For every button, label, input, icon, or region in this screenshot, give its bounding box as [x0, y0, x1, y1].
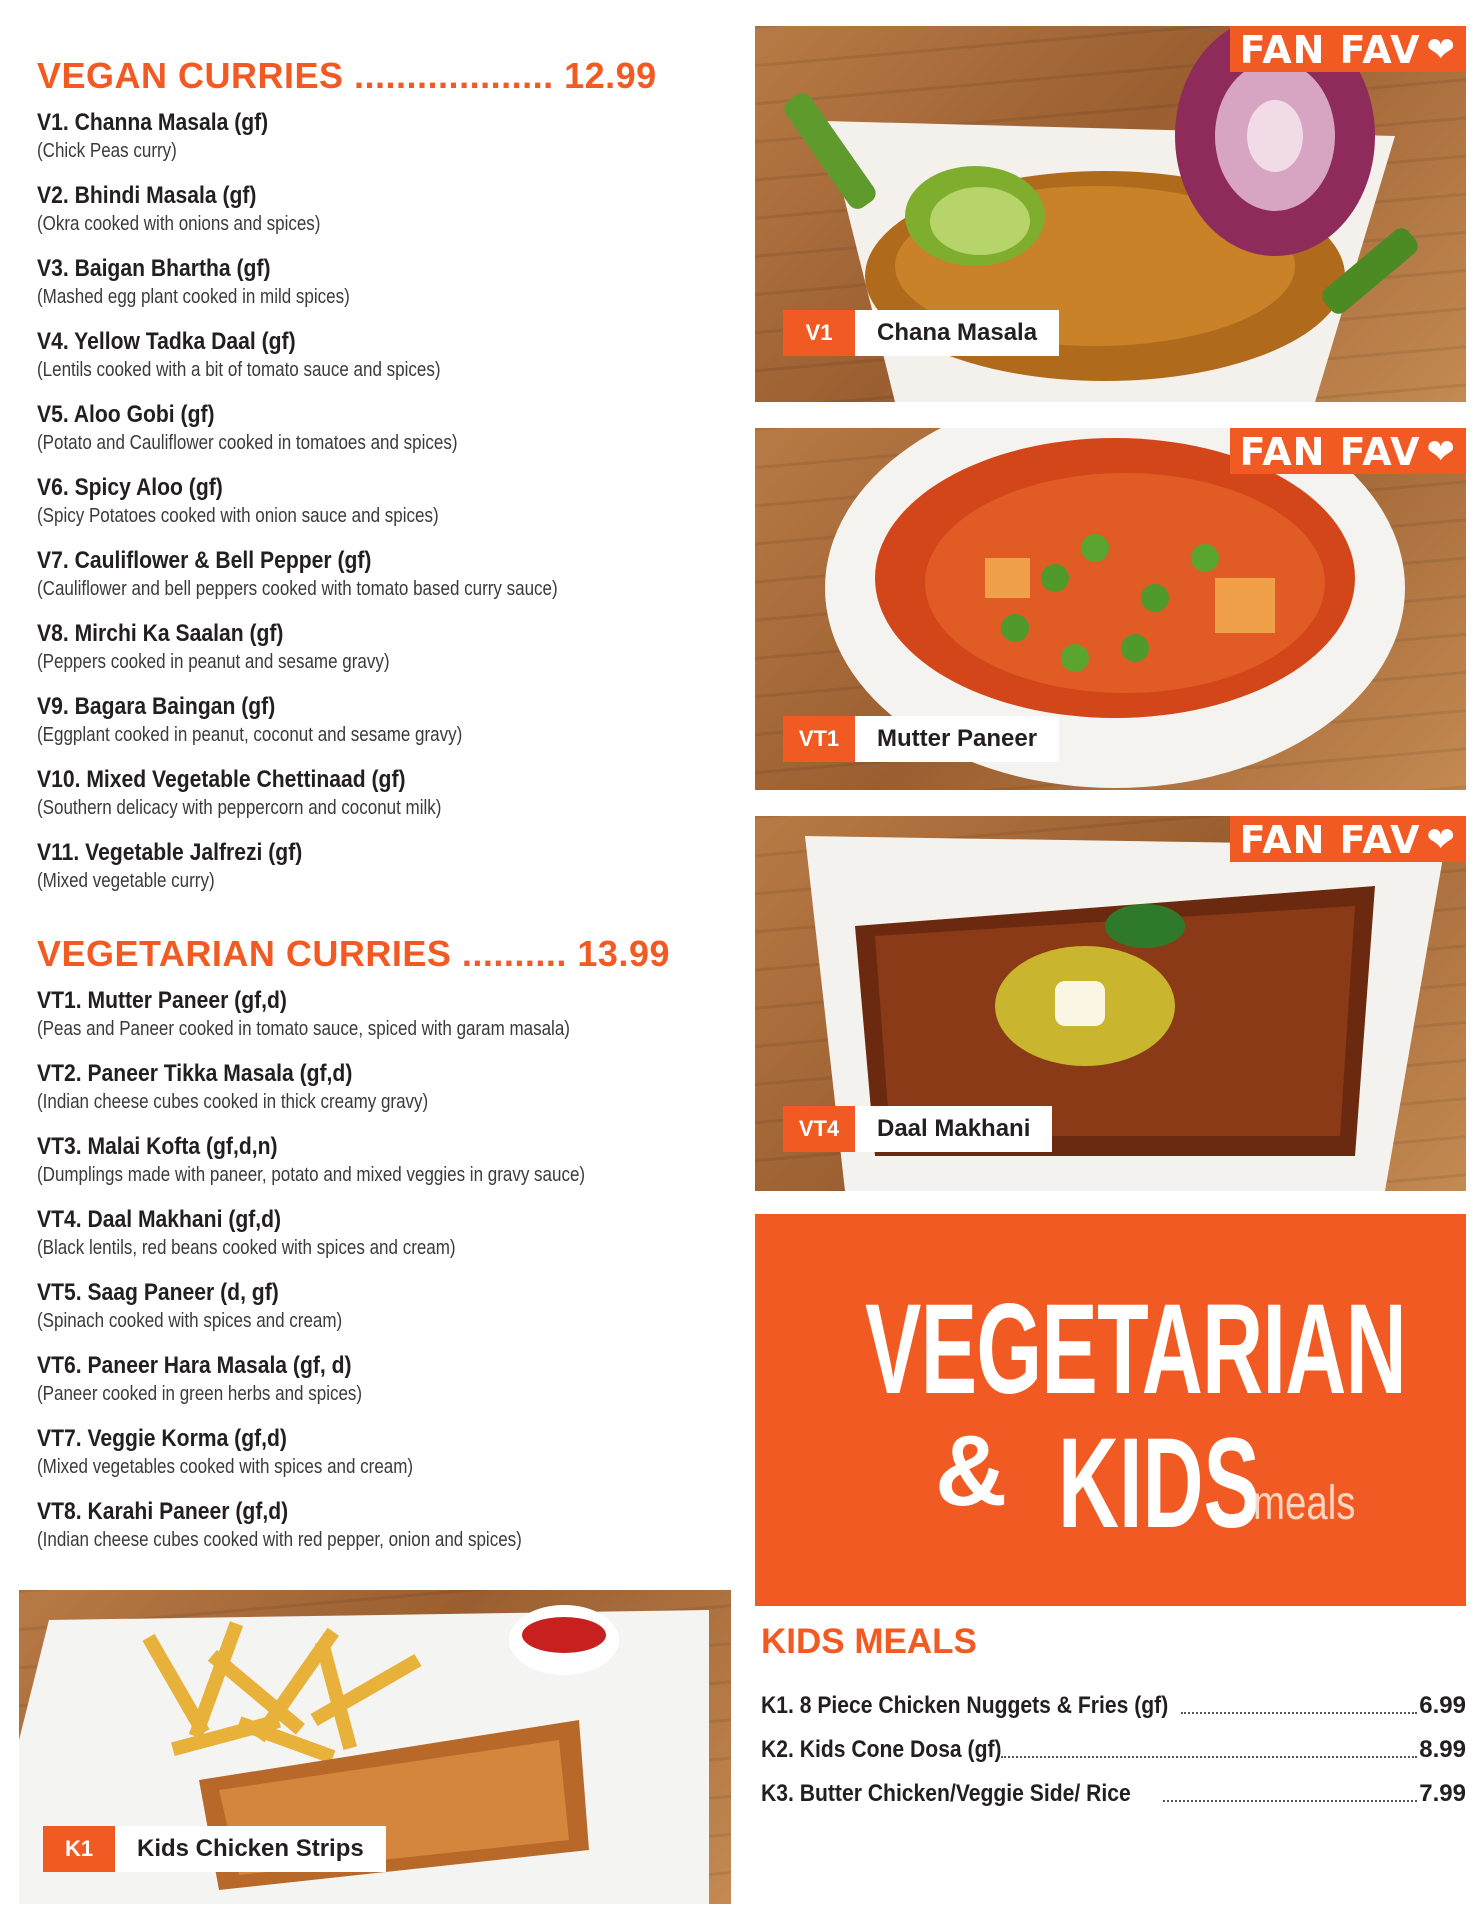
banner-meals: meals — [1253, 1477, 1356, 1530]
fan-fav-badge — [1230, 428, 1466, 474]
item-name: V6. Spicy Aloo (gf) — [37, 474, 223, 501]
item-name: VT3. Malai Kofta (gf,d,n) — [37, 1133, 278, 1160]
tag-name: Chana Masala — [855, 310, 1059, 356]
photo-tag — [43, 1826, 386, 1872]
item-name: V8. Mirchi Ka Saalan (gf) — [37, 620, 284, 647]
tag-name: Mutter Paneer — [855, 716, 1059, 762]
item-name: V9. Bagara Baingan (gf) — [37, 693, 276, 720]
fan-fav-badge — [1230, 26, 1466, 72]
photo-kids-chicken-strips — [19, 1590, 731, 1904]
item-desc: (Peppers cooked in peanut and sesame gravy) — [37, 651, 390, 673]
item-desc: (Mixed vegetables cooked with spices and cream) — [37, 1456, 414, 1478]
item-name: VT7. Veggie Korma (gf,d) — [37, 1425, 287, 1452]
item-desc: (Indian cheese cubes cooked with red pepper, onion and spices) — [37, 1529, 522, 1551]
item-name: VT2. Paneer Tikka Masala (gf,d) — [37, 1060, 353, 1087]
vegetarian-list — [37, 986, 737, 1570]
tag-code: VT4 — [783, 1106, 855, 1152]
item-name: VT5. Saag Paneer (d, gf) — [37, 1279, 279, 1306]
dot-leader — [1001, 1756, 1417, 1758]
menu-item — [37, 838, 737, 911]
dot-leader — [1181, 1712, 1417, 1714]
photo-tag — [783, 310, 1059, 356]
menu-item — [37, 986, 737, 1059]
vegan-list — [37, 108, 737, 911]
kids-meals-list — [761, 1676, 1466, 1808]
banner-title: VEGETARIAN — [865, 1278, 1406, 1421]
kids-meal-price: 8.99 — [1419, 1736, 1466, 1763]
menu-item — [37, 400, 737, 473]
item-name: VT6. Paneer Hara Masala (gf, d) — [37, 1352, 352, 1379]
tag-code: VT1 — [783, 716, 855, 762]
tag-name: Kids Chicken Strips — [115, 1826, 386, 1872]
menu-item — [37, 1351, 737, 1424]
dot-leader — [1163, 1800, 1417, 1802]
item-desc: (Peas and Paneer cooked in tomato sauce, spiced with garam masala) — [37, 1018, 570, 1040]
item-desc: (Black lentils, red beans cooked with spices and cream) — [37, 1237, 456, 1259]
fan-fav-label: FAN FAV — [1239, 430, 1421, 474]
item-desc: (Cauliflower and bell peppers cooked with tomato based curry sauce) — [37, 578, 558, 600]
item-desc: (Lentils cooked with a bit of tomato sauce and spices) — [37, 359, 441, 381]
menu-item — [37, 1205, 737, 1278]
photo-tag — [783, 1106, 1052, 1152]
item-name: VT4. Daal Makhani (gf,d) — [37, 1206, 282, 1233]
item-name: V1. Channa Masala (gf) — [37, 109, 269, 136]
item-desc: (Okra cooked with onions and spices) — [37, 213, 321, 235]
menu-item — [37, 1424, 737, 1497]
item-name: VT8. Karahi Paneer (gf,d) — [37, 1498, 289, 1525]
item-desc: (Spicy Potatoes cooked with onion sauce and spices) — [37, 505, 439, 527]
menu-item — [37, 1132, 737, 1205]
banner-kids: KIDS — [1058, 1412, 1260, 1555]
vegan-section-title: VEGAN CURRIES ................... 12.99 — [37, 55, 657, 96]
menu-item — [37, 1497, 737, 1570]
item-name: V4. Yellow Tadka Daal (gf) — [37, 328, 296, 355]
item-desc: (Paneer cooked in green herbs and spices) — [37, 1383, 363, 1405]
item-desc: (Mixed vegetable curry) — [37, 870, 215, 892]
kids-meal-price: 6.99 — [1419, 1692, 1466, 1719]
photo-chana-masala — [755, 26, 1466, 402]
item-desc: (Dumplings made with paneer, potato and mixed veggies in gravy sauce) — [37, 1164, 586, 1186]
kids-meals-title: KIDS MEALS — [761, 1622, 977, 1661]
item-desc: (Southern delicacy with peppercorn and coconut milk) — [37, 797, 442, 819]
tag-name: Daal Makhani — [855, 1106, 1052, 1152]
item-name: V7. Cauliflower & Bell Pepper (gf) — [37, 547, 372, 574]
kids-meal-name: K2. Kids Cone Dosa (gf) — [761, 1736, 1002, 1763]
kids-meal-row — [761, 1676, 1466, 1720]
fan-fav-label: FAN FAV — [1239, 818, 1421, 862]
vegetarian-section-title: VEGETARIAN CURRIES .......... 13.99 — [37, 933, 670, 974]
item-desc: (Mashed egg plant cooked in mild spices) — [37, 286, 350, 308]
fan-fav-badge — [1230, 816, 1466, 862]
item-name: V5. Aloo Gobi (gf) — [37, 401, 215, 428]
kids-meal-price: 7.99 — [1419, 1780, 1466, 1807]
kids-meal-name: K3. Butter Chicken/Veggie Side/ Rice — [761, 1780, 1131, 1807]
item-desc: (Chick Peas curry) — [37, 140, 177, 162]
fan-fav-label: FAN FAV — [1239, 28, 1421, 72]
item-desc: (Indian cheese cubes cooked in thick creamy gravy) — [37, 1091, 429, 1113]
tag-code: K1 — [43, 1826, 115, 1872]
menu-item — [37, 254, 737, 327]
heart-icon: ❤ — [1426, 30, 1456, 70]
menu-item — [37, 108, 737, 181]
kids-meal-row — [761, 1764, 1466, 1808]
kids-meal-row — [761, 1720, 1466, 1764]
item-name: V10. Mixed Vegetable Chettinaad (gf) — [37, 766, 406, 793]
item-name: V2. Bhindi Masala (gf) — [37, 182, 257, 209]
menu-item — [37, 473, 737, 546]
menu-item — [37, 619, 737, 692]
menu-item — [37, 546, 737, 619]
menu-item — [37, 1059, 737, 1132]
item-name: VT1. Mutter Paneer (gf,d) — [37, 987, 287, 1014]
item-desc: (Spinach cooked with spices and cream) — [37, 1310, 343, 1332]
vegetarian-kids-banner — [755, 1214, 1466, 1606]
item-name: V11. Vegetable Jalfrezi (gf) — [37, 839, 303, 866]
item-name: V3. Baigan Bhartha (gf) — [37, 255, 271, 282]
photo-tag — [783, 716, 1059, 762]
item-desc: (Potato and Cauliflower cooked in tomatoes and spices) — [37, 432, 458, 454]
kids-meal-name: K1. 8 Piece Chicken Nuggets & Fries (gf) — [761, 1692, 1169, 1719]
menu-item — [37, 765, 737, 838]
heart-icon: ❤ — [1426, 432, 1456, 472]
photo-daal-makhani — [755, 816, 1466, 1191]
photo-mutter-paneer — [755, 428, 1466, 790]
menu-item — [37, 327, 737, 400]
menu-item — [37, 692, 737, 765]
banner-ampersand: & — [935, 1415, 1008, 1527]
heart-icon: ❤ — [1426, 820, 1456, 860]
menu-item — [37, 181, 737, 254]
menu-item — [37, 1278, 737, 1351]
tag-code: V1 — [783, 310, 855, 356]
item-desc: (Eggplant cooked in peanut, coconut and sesame gravy) — [37, 724, 463, 746]
